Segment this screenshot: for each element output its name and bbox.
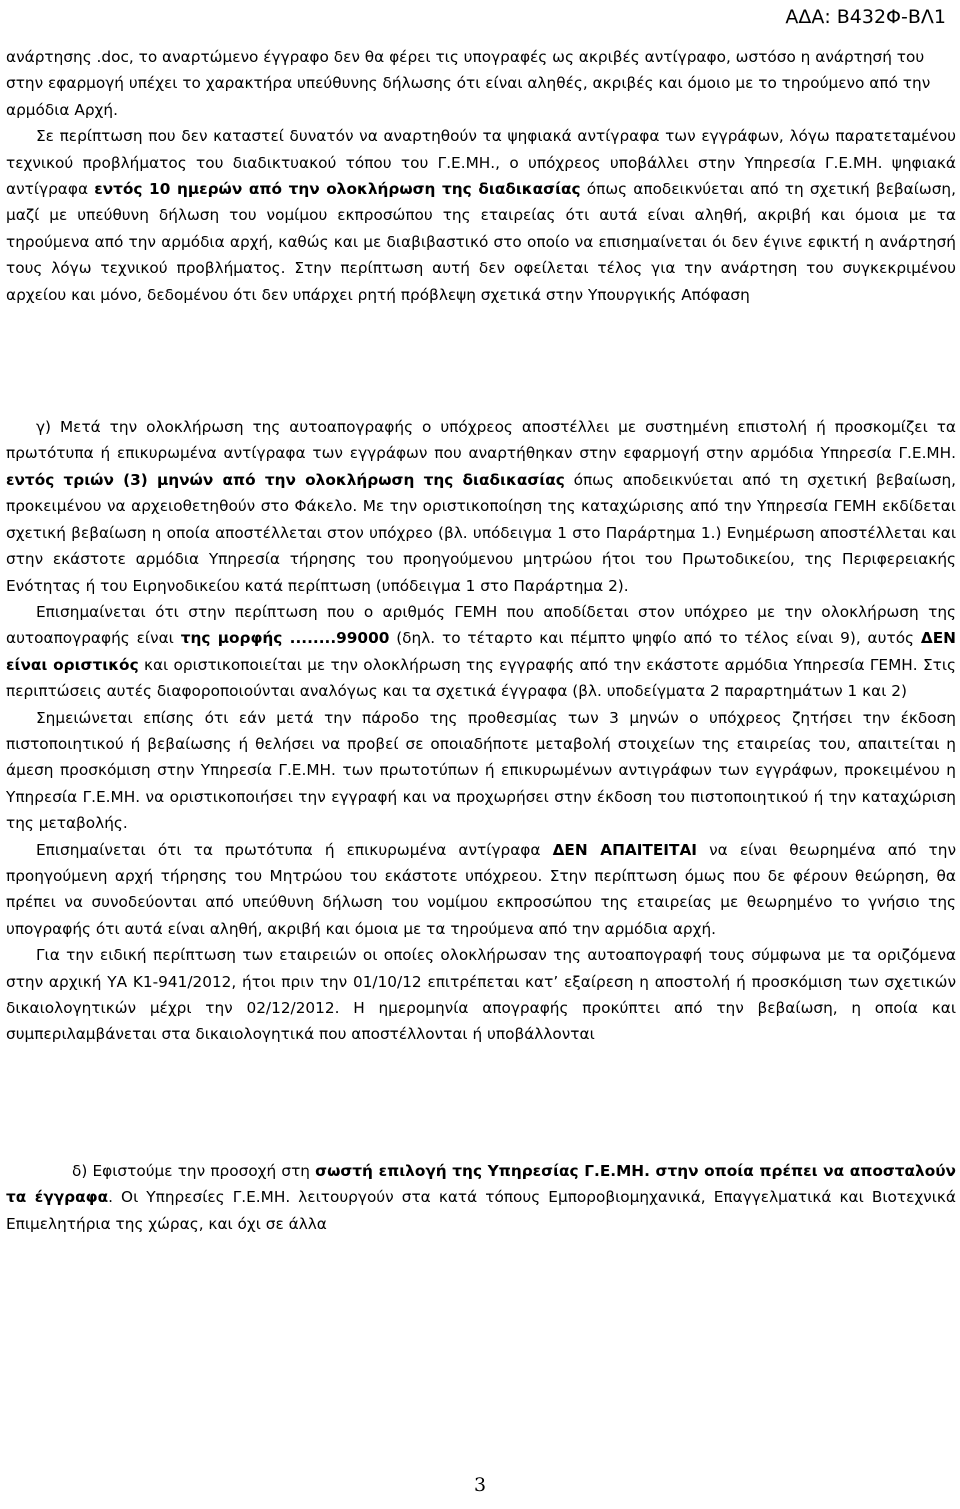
document-body	[6, 44, 956, 1237]
text-run: Για την ειδική περίπτωση των εταιρειών οι οποίες ολοκλήρωσαν της αυτοαπογραφή τους σύμφωνα με τα οριζόμενα στην αρχική ΥΑ Κ1-941/2012, ήτοι πριν την 01/10/12 επιτρέπεται κατ’ εξαίρεση η αποστολή ή προσκόμιση των σχετικών δικαιολογητικών μέχρι την 02/12/2012. Η ημερομηνία απογραφής προκύπτει από την βεβαίωση, η οποία και συμπεριλαμβάνεται στα δικαιολογητικά που αποστέλλονται ή υποβάλλονται	[6, 946, 956, 1044]
text-run: γ) Μετά την ολοκλήρωση της αυτοαπογραφής ο υπόχρεος αποστέλλει με συστημένη επιστολή ή προσκομίζει τα πρωτότυπα ή επικυρωμένα αντίγραφα των εγγράφων που αναρτήθηκαν στην εφαρμογή στην αρμόδια Υπηρεσία Γ.Ε.ΜΗ.	[6, 418, 956, 463]
text-run: όπως αποδεικνύεται από τη σχετική βεβαίωση, προκειμένου να αρχειοθετηθούν στο Φάκελο. Με την οριστικοποίηση της καταχώρισης από την Υπηρεσία ΓΕΜΗ εκδίδεται σχετική βεβαίωση η οποία αποστέλλεται στον υπόχρεο (βλ. υπόδειγμα 1 στο Παράρτημα 1.) Ενημέρωση αποστέλλεται και στην εκάστοτε αρμόδια Υπηρεσία τήρησης του προηγούμενου μητρώου ήτοι του Πρωτοδικείου, της Περιφερειακής Ενότητας ή του Ειρηνοδικείου κατά περίπτωση (υπόδειγμα 1 στο Παράρτημα 2).	[6, 470, 956, 595]
bold-not-final: ΔΕΝ είναι οριστικός	[6, 629, 956, 674]
text-run: Σημειώνεται επίσης ότι εάν μετά την πάροδο της προθεσμίας των 3 μηνών ο υπόχρεος ζητήσει την έκδοση πιστοποιητικού ή βεβαίωσης ή θελήσει να προβεί σε οποιαδήποτε μεταβολή στοιχείων της εταιρείας του, απαιτείται η άμεση προσκόμιση στην Υπηρεσία Γ.Ε.ΜΗ. των πρωτοτύπων ή επικυρωμένων αντιγράφων των εγγράφων, προκειμένου η Υπηρεσία Γ.Ε.ΜΗ. να οριστικοποιήσει την εγγραφή και να προχωρήσει στην έκδοση του πιστοποιητικού ή την καταχώριση της μεταβολής.	[6, 708, 956, 833]
bold-correct-service: σωστή επιλογή της Υπηρεσίας Γ.Ε.ΜΗ. στην οποία πρέπει να αποσταλούν τα έγγραφα	[6, 1161, 956, 1207]
paragraph-certified-copies	[6, 837, 956, 943]
paragraph-after-deadline	[6, 705, 956, 837]
paragraph-gemh-number	[6, 599, 956, 705]
text-run: Σε περίπτωση που δεν καταστεί δυνατόν να αναρτηθούν τα ψηφιακά αντίγραφα των εγγράφων, λόγω παρατεταμένου τεχνικού προβλήματος του διαδικτυακού τόπου του Γ.Ε.ΜΗ., ο υπόχρεος υποβάλλει στην Υπηρεσία Γ.Ε.ΜΗ. ψηφιακά αντίγραφα	[6, 127, 956, 199]
bold-deadline-10-days: εντός 10 ημερών από την ολοκλήρωση της διαδικασίας	[94, 180, 581, 199]
text-run: ανάρτησης .doc, το αναρτώμενο έγγραφο δεν θα φέρει τις υπογραφές ως ακριβές αντίγραφο, ωστόσο η ανάρτησή του στην εφαρμογή υπέχει το χαρακτήρα υπεύθυνης δήλωσης ότι είναι αληθές, ακριβές και όμοιο με το τηρούμενο από την αρμόδια Αρχή.	[6, 48, 931, 119]
paragraph-section-c	[6, 414, 956, 599]
spacer	[6, 1048, 956, 1158]
text-run: να είναι θεωρημένα από την προηγούμενη αρχή τήρησης του Μητρώου του εκάστοτε υπόχρεου. Στην περίπτωση όμως που δε φέρουν θεώρηση, θα πρέπει να συνοδεύονται από υπεύθυνη δήλωση του νομίμου εκπροσώπου της εταιρείας με θεωρημένο το γνήσιο της υπογραφής ότι αυτά είναι αληθή, ακριβή και όμοια με τα τηρούμενα από την αρμόδια αρχή.	[6, 840, 956, 938]
paragraph-section-d	[6, 1158, 956, 1237]
text-run: . Οι Υπηρεσίες Γ.Ε.ΜΗ. λειτουργούν στα κατά τόπους Εμποροβιομηχανικά, Επαγγελματικά και Βιοτεχνικά Επιμελητήρια της χώρας, και όχι σε άλλα	[6, 1188, 956, 1233]
text-run: και οριστικοποιείται με την ολοκλήρωση της εγγραφής από την εκάστοτε αρμόδια Υπηρεσία ΓΕΜΗ. Στις περιπτώσεις αυτές διαφοροποιούνται αναλόγως και τα σχετικά έγγραφα (βλ. υποδείγματα 2 παραρτημάτων 1 και 2)	[6, 655, 956, 701]
bold-not-required: ΔΕΝ ΑΠΑΙΤΕΙΤΑΙ	[552, 840, 697, 859]
paragraph-special-case	[6, 942, 956, 1048]
paragraph-posting-note	[6, 44, 956, 123]
text-run: Επισημαίνεται ότι τα πρωτότυπα ή επικυρωμένα αντίγραφα	[36, 840, 541, 859]
ada-reference: ΑΔΑ: Β432Φ-ΒΛ1	[785, 6, 946, 28]
text-run: (δηλ. το τέταρτο και πέμπτο ψηφίο από το τέλος είναι 9), αυτός	[396, 629, 915, 648]
text-run: δ) Εφιστούμε την προσοχή στη	[72, 1161, 310, 1180]
page-number: 3	[473, 1474, 487, 1496]
paragraph-technical-problem	[6, 123, 956, 308]
text-run: Επισημαίνεται ότι στην περίπτωση που ο αριθμός ΓΕΜΗ που αποδίδεται στον υπόχρεο με την ολοκλήρωση της αυτοαπογραφής είναι	[6, 602, 956, 648]
bold-deadline-3-months: εντός τριών (3) μηνών από την ολοκλήρωση της διαδικασίας	[6, 470, 565, 489]
text-run: όπως αποδεικνύεται από τη σχετική βεβαίωση, μαζί με υπεύθυνη δήλωση του νομίμου εκπροσώπου της εταιρείας ότι αυτά είναι αληθή, ακριβή και όμοια με τα τηρούμενα από την αρμόδια αρχή, καθώς και με διαβιβαστικό στο οποίο να επισημαίνεται όι δεν έγινε εφικτή η ανάρτησή τους λόγω τεχνικού προβλήματος. Στην περίπτωση αυτή δεν οφείλεται τέλος για την ανάρτηση του συγκεκριμένου αρχείου και μόνο, δεδομένου ότι δεν υπάρχει ρητή πρόβλεψη σχετικά στην Υπουργικής Απόφαση	[6, 180, 956, 304]
spacer	[6, 308, 956, 414]
bold-number-format: της μορφής ........99000	[180, 629, 390, 648]
